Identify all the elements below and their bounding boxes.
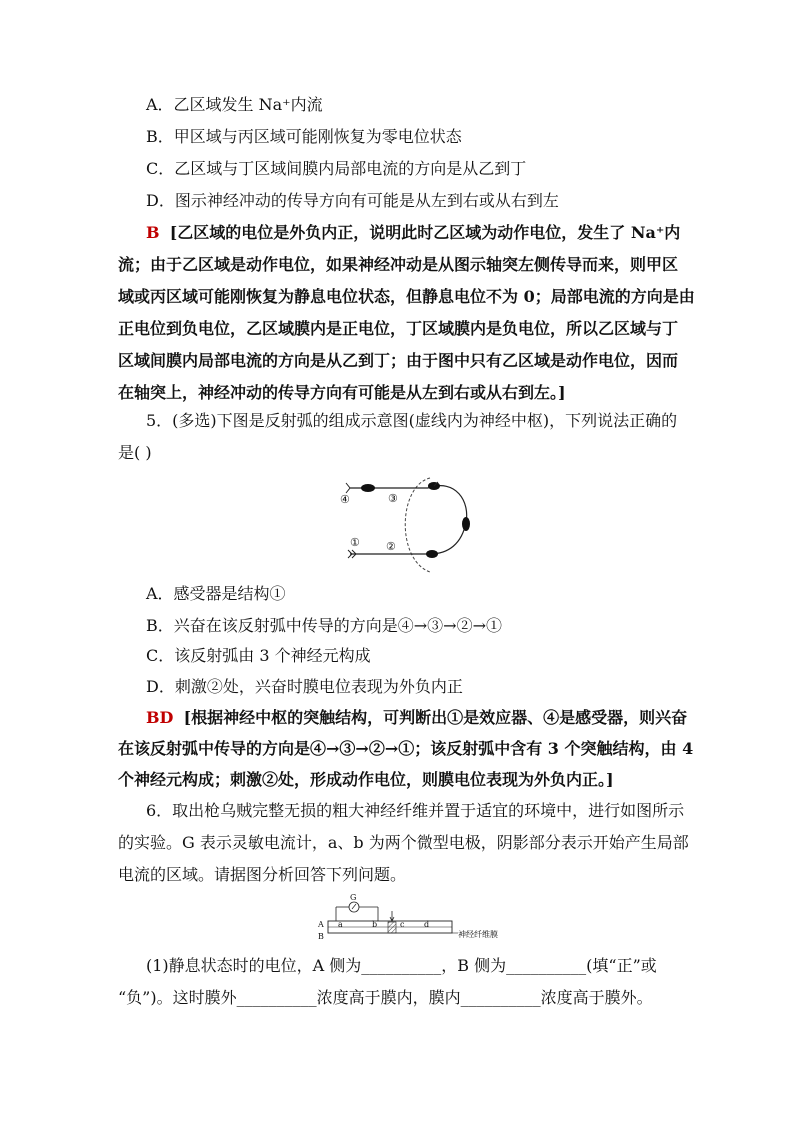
label-membrane: 神经纤维膜 <box>458 930 498 939</box>
label-3: ③ <box>388 492 398 505</box>
q5-answer: BD <box>146 708 174 727</box>
label-G: G <box>350 893 357 902</box>
q5-option-c: C．该反射弧由 3 个神经元构成 <box>146 646 371 665</box>
q5-stem-line-2: 是( ) <box>118 443 152 462</box>
q6-sub1-line-1: (1)静息状态时的电位，A 侧为__________，B 侧为__________(填“正”或 <box>146 956 657 975</box>
label-b: b <box>372 920 378 929</box>
q6-stem-line-2: 的实验。G 表示灵敏电流计，a、b 为两个微型电极，阴影部分表示开始产生局部 <box>118 833 689 852</box>
q5-explanation-line-1: [根据神经中枢的突触结构，可判断出①是效应器、④是感受器，则兴奋 <box>183 708 688 727</box>
label-2: ② <box>386 540 396 553</box>
q5-answer-line <box>146 707 687 729</box>
q5-option-a: A．感受器是结构① <box>146 584 286 603</box>
neuron-body-right <box>462 517 470 531</box>
q6-stem-line-3: 电流的区域。请据图分析回答下列问题。 <box>118 865 407 884</box>
q4-explanation-line-3: 域或丙区域可能刚恢复为静息电位状态，但静息电位不为 0；局部电流的方向是由 <box>118 287 695 306</box>
q4-explanation-line-2: 流；由于乙区域是动作电位，如果神经冲动是从图示轴突左侧传导而来，则甲区 <box>118 255 679 274</box>
local-current-region <box>388 922 396 933</box>
q4-option-a: A．乙区域发生 Na⁺内流 <box>146 95 323 114</box>
neuron-body-bottom <box>426 550 438 558</box>
q4-explanation-line-5: 区域间膜内局部电流的方向是从乙到丁；由于图中只有乙区域是动作电位，因而 <box>118 351 679 370</box>
q6-stem-line-1: 6．取出枪乌贼完整无损的粗大神经纤维并置于适宜的环境中，进行如图所示 <box>146 801 685 820</box>
q5-option-b: B．兴奋在该反射弧中传导的方向是④→③→②→① <box>146 616 502 635</box>
nerve-fiber-figure <box>312 893 532 949</box>
q4-answer: B <box>146 223 160 242</box>
q5-option-d: D．刺激②处，兴奋时膜电位表现为外负内正 <box>146 677 463 696</box>
q4-explanation-line-4: 正电位到负电位，乙区域膜内是正电位，丁区域膜内是负电位，所以乙区域与丁 <box>118 319 679 338</box>
q4-option-b: B．甲区域与丙区域可能刚恢复为零电位状态 <box>146 127 462 146</box>
label-a: a <box>338 920 343 929</box>
q6-sub1-line-2: “负”)。这时膜外__________浓度高于膜内，膜内__________浓度高于膜外。 <box>118 988 653 1007</box>
q4-option-d: D．图示神经冲动的传导方向有可能是从左到右或从右到左 <box>146 191 559 210</box>
label-B: B <box>318 932 324 941</box>
label-1: ① <box>350 536 360 549</box>
q4-option-c: C．乙区域与丁区域间膜内局部电流的方向是从乙到丁 <box>146 159 527 178</box>
q5-stem-line-1: 5．(多选)下图是反射弧的组成示意图(虚线内为神经中枢)，下列说法正确的 <box>146 411 678 430</box>
q4-explanation-line-6: 在轴突上，神经冲动的传导方向有可能是从左到右或从右到左。] <box>118 383 566 402</box>
nerve-center-boundary <box>405 478 430 572</box>
q4-answer-line <box>146 222 680 244</box>
label-c: c <box>400 920 405 929</box>
ganglion <box>361 484 375 492</box>
q5-explanation-line-3: 个神经元构成；刺激②处，形成动作电位，则膜电位表现为外负内正。] <box>118 770 614 789</box>
label-4: ④ <box>340 493 350 506</box>
label-d: d <box>424 920 430 929</box>
q4-explanation-line-1: [乙区域的电位是外负内正，说明此时乙区域为动作电位，发生了 Na⁺内 <box>169 223 681 242</box>
reflex-arc-figure <box>338 472 490 578</box>
label-A: A <box>318 920 324 929</box>
q5-explanation-line-2: 在该反射弧中传导的方向是④→③→②→①；该反射弧中含有 3 个突触结构，由 4 <box>118 739 694 758</box>
